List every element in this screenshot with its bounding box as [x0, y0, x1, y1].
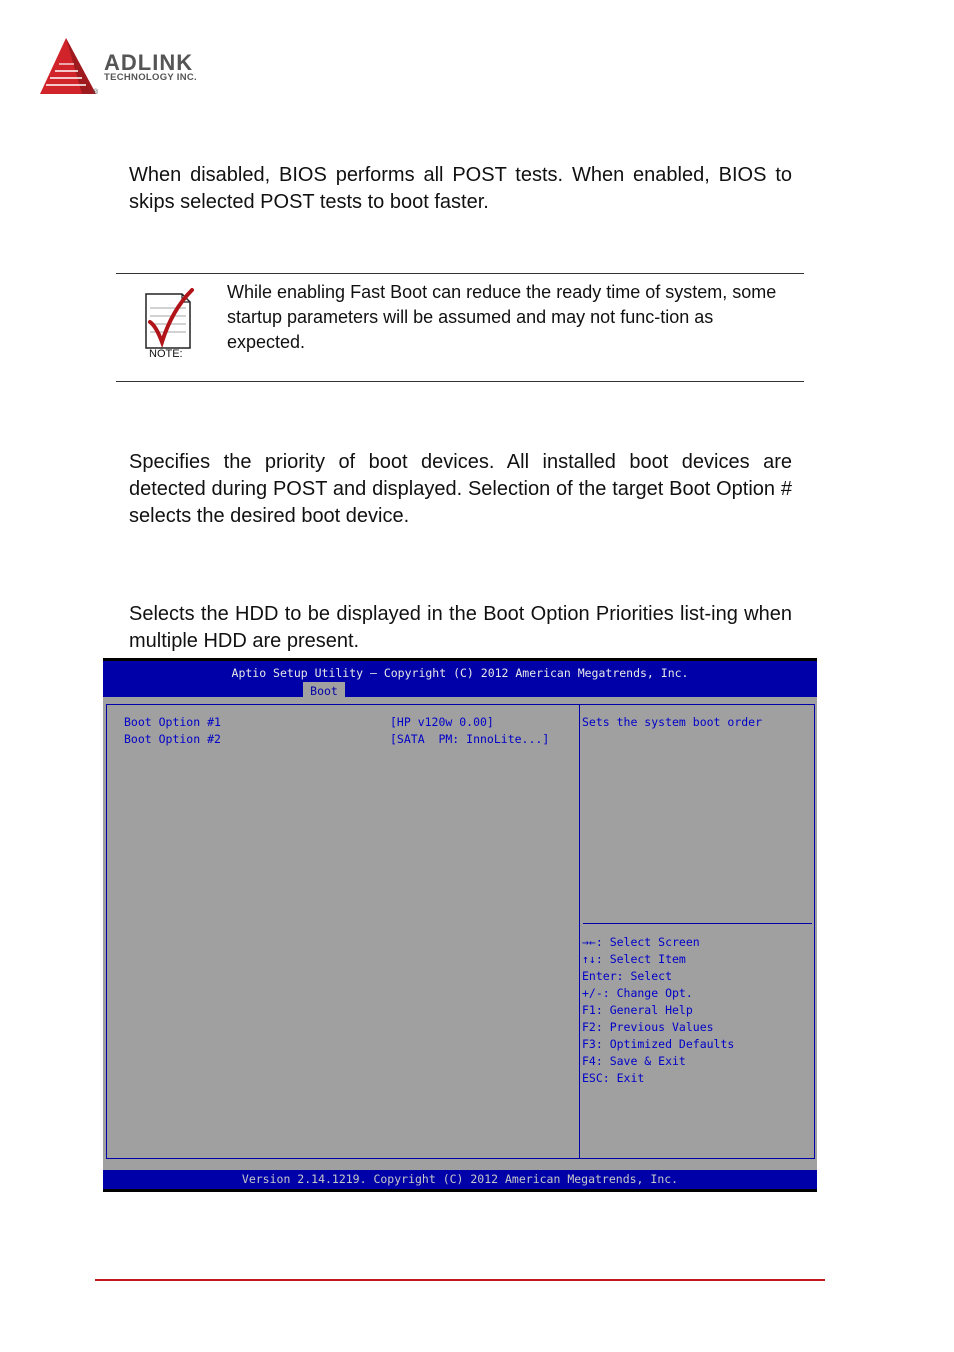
boot-option-1-label[interactable]: Boot Option #1: [124, 715, 221, 729]
key-hint-enter: Enter: Select: [582, 969, 673, 983]
boot-priority-description: Specifies the priority of boot devices. All installed boot devices are detected during POST and displayed. Selection of the target Boot Option # selects the desired boot device.: [129, 451, 792, 527]
tab-boot[interactable]: Boot: [303, 682, 345, 700]
bios-column-divider: [579, 705, 580, 1158]
boot-option-2-value[interactable]: [SATA PM: InnoLite...]: [390, 732, 550, 746]
adlink-logo: [38, 36, 238, 100]
key-hint-select-screen: →←: Select Screen: [582, 935, 700, 949]
registered-mark: ®: [93, 89, 99, 96]
bios-help-text: Sets the system boot order: [582, 715, 763, 729]
key-hint-select-item: ↑↓: Select Item: [582, 952, 686, 966]
brand-name: ADLINK: [104, 50, 194, 75]
footer-divider: [95, 1279, 825, 1281]
note-label: NOTE:: [149, 348, 183, 360]
key-hint-previous-values: F2: Previous Values: [582, 1020, 714, 1034]
brand-subtitle: TECHNOLOGY INC.: [104, 72, 197, 83]
fast-boot-description: When disabled, BIOS performs all POST tests. When enabled, BIOS to skips selected POST tests to boot faster.: [129, 164, 792, 213]
adlink-triangle-icon: [38, 36, 100, 98]
bios-help-divider: [583, 923, 812, 924]
hdd-priority-description: Selects the HDD to be displayed in the Boot Option Priorities list-ing when multiple HDD are present.: [129, 603, 792, 652]
key-hint-esc-exit: ESC: Exit: [582, 1071, 645, 1085]
bios-status-bar: [103, 1170, 817, 1192]
key-hint-general-help: F1: General Help: [582, 1003, 693, 1017]
note-box: [116, 273, 804, 382]
key-hint-change-opt: +/-: Change Opt.: [582, 986, 693, 1000]
key-hint-optimized-defaults: F3: Optimized Defaults: [582, 1037, 735, 1051]
bios-screenshot: [103, 658, 817, 1192]
checkmark-note-icon: [142, 286, 194, 350]
boot-option-2-label[interactable]: Boot Option #2: [124, 732, 221, 746]
bios-title-bar: [103, 658, 817, 697]
note-text: While enabling Fast Boot can reduce the ready time of system, some startup parameters will be assumed and may not func-tion as expected.: [227, 282, 777, 352]
boot-option-1-value[interactable]: [HP v120w 0.00]: [390, 715, 494, 729]
bios-main-panel: [106, 704, 815, 1159]
key-hint-save-exit: F4: Save & Exit: [582, 1054, 686, 1068]
bios-title: Aptio Setup Utility – Copyright (C) 2012 American Megatrends, Inc.: [231, 666, 689, 680]
bios-version: Version 2.14.1219. Copyright (C) 2012 American Megatrends, Inc.: [241, 1172, 679, 1186]
